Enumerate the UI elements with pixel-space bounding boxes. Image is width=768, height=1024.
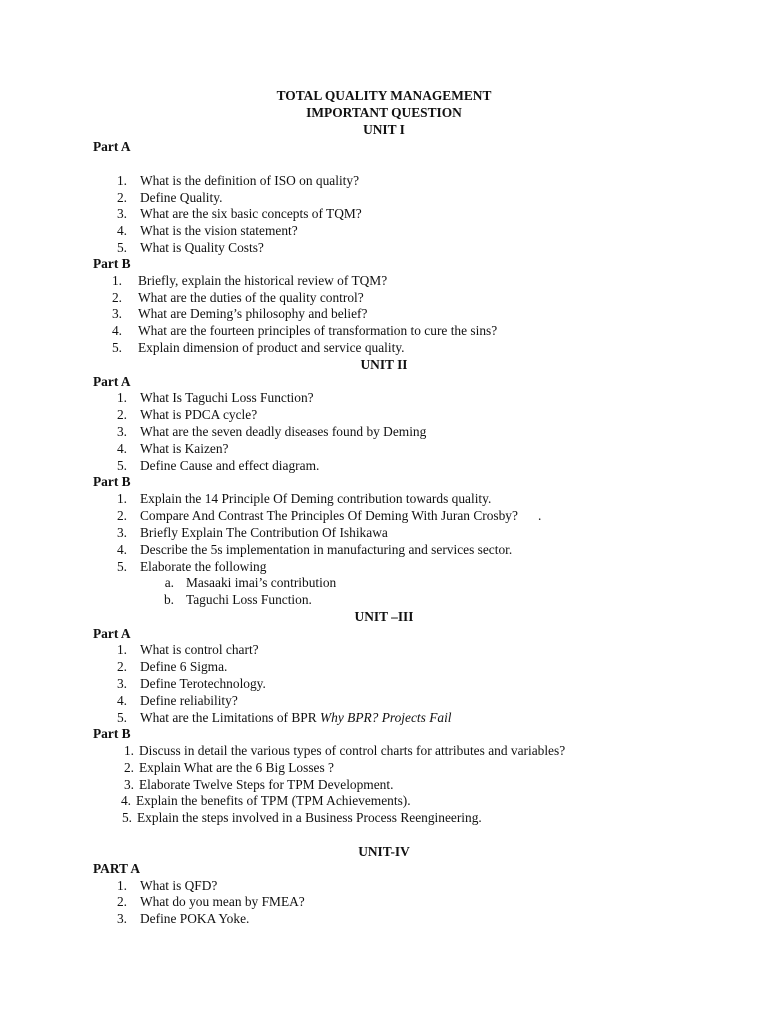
doc-title: TOTAL QUALITY MANAGEMENT xyxy=(276,88,492,103)
unit-heading: UNIT –III xyxy=(354,609,414,624)
part-heading: Part B xyxy=(93,726,131,741)
doc-subtitle: IMPORTANT QUESTION xyxy=(306,105,462,120)
part-heading: Part A xyxy=(93,374,131,389)
unit-heading: UNIT II xyxy=(360,357,408,372)
part-heading: Part B xyxy=(93,474,131,489)
unit-heading: UNIT-IV xyxy=(358,844,410,859)
italic-note: Why BPR? Projects Fail xyxy=(320,710,452,725)
unit-heading: UNIT I xyxy=(363,122,405,137)
document-page: TOTAL QUALITY MANAGEMENT IMPORTANT QUESTION UNIT I Part A 1. What is the definition of ISO on quality? 2. Define Quality. 3. What are the six basic concepts of TQM? 4. What is the vision statement? 5. What is Quality Costs? Part B 1. Briefly, explain the historical review of TQM? 2. What are the duties of the quality control? 3. What are Deming’s philosophy and belief? 4. What are the fourteen principles of transformation to cure the sins? 5. Explain dimension of product and service quality. UNIT II Part A 1. What Is Taguchi Loss Function? 2. What is PDCA cycle? 3. What are the seven deadly diseases found by Deming 4. What is Kaizen? 5. Define Cause and effect diagram. Part B 1. Explain the 14 Principle Of Deming contribution towards quality. 2. Compare And Contrast The Principles Of Deming With Juran Crosby? . 3. Briefly Explain The Contribution Of Ishikawa 4. Describe the 5s implementation in manufacturing and services sector. 5. Elaborate the following a. Masaaki imai’s contribution b. Taguchi Loss Function. UNIT –III Part A 1. What is control chart? 2. Define 6 Sigma. 3. Define Terotechnology. 4. Define reliability? 5. What are the Limitations of BPR Why BPR? Projects Fail Part B 1. Discuss in detail the various types of control charts for attributes and variables? 2. Explain What are the 6 Big Losses ? 3. Elaborate Twelve Steps for TPM Development. 4. Explain the benefits of TPM (TPM Achievements). 5. Explain the steps involved in a Business Process Reengineering. UNIT-IV PART A 1. What is QFD? 2. What do you mean by FMEA? 3. Define POKA Yoke. xyxy=(0,0,768,1024)
part-heading: PART A xyxy=(93,861,141,876)
part-heading: Part B xyxy=(93,256,131,271)
part-heading: Part A xyxy=(93,626,131,641)
part-heading: Part A xyxy=(93,139,131,154)
